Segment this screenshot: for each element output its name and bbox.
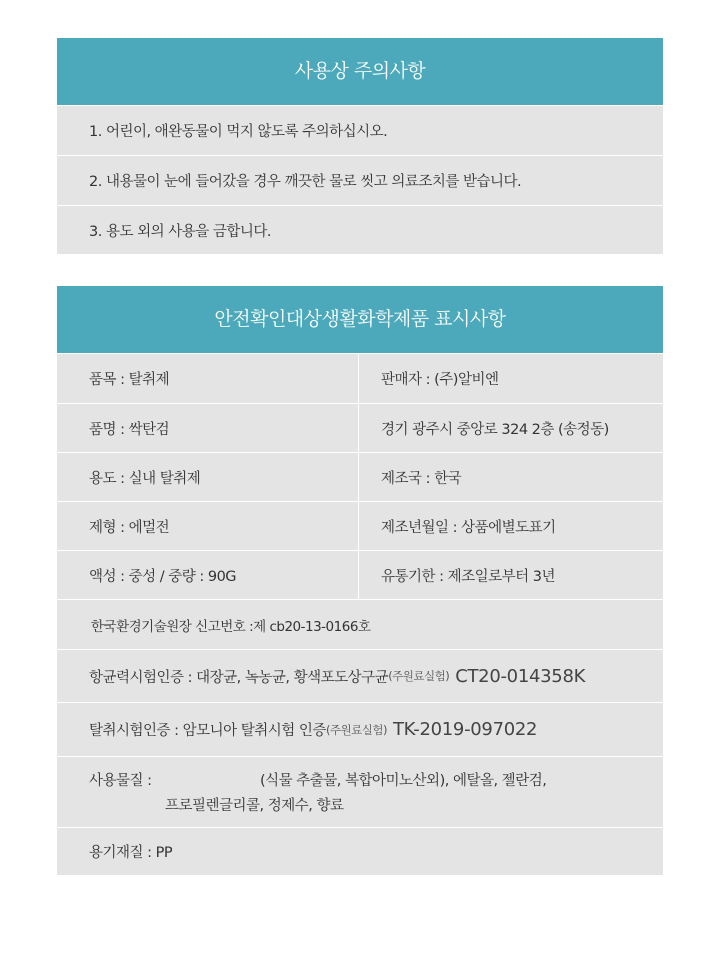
label-row — [57, 403, 663, 452]
materials-row — [57, 756, 663, 827]
antibacterial-row — [57, 649, 663, 702]
caution-item — [57, 105, 663, 155]
label-section — [57, 286, 663, 875]
deodorizing-code: TK-2019-097022 — [392, 719, 538, 740]
antibacterial-note: (주원료실험) — [388, 669, 450, 683]
deodorizing-row — [57, 702, 663, 756]
label-row — [57, 452, 663, 501]
label-cell-right: 유통기한 : 제조일로부터 3년 — [381, 568, 556, 585]
label-cell-left: 액성 : 중성 / 중량 : 90G — [57, 551, 359, 599]
materials-line-1: (식물 추출물, 복합아미노산외), 에탈올, 젤란검, — [260, 773, 547, 789]
deodorizing-label: 탈취시험인증 : 암모니아 탈취시험 인증 — [89, 723, 326, 739]
caution-item — [57, 155, 663, 205]
label-row — [57, 550, 663, 599]
caution-title: 사용상 주의사항 — [57, 38, 663, 105]
label-cell-right: 경기 광주시 중앙로 324 2층 (송정동) — [381, 421, 609, 438]
caution-section — [57, 38, 663, 254]
label-cell-right: 판매자 : (주)알비엔 — [381, 372, 499, 388]
label-cell-right: 제조국 : 한국 — [381, 470, 462, 487]
deodorizing-note: (주원료실험) — [325, 722, 387, 737]
label-cell-left: 용도 : 실내 탈취제 — [57, 453, 359, 501]
materials-label: 사용물질 : — [89, 773, 152, 789]
caution-item-text: 3. 용도 외의 사용을 금합니다. — [89, 223, 271, 240]
caution-item — [57, 205, 663, 254]
label-cell-right: 제조년월일 : 상품에별도표기 — [381, 519, 556, 536]
caution-item-text: 2. 내용물이 눈에 들어갔을 경우 깨끗한 물로 씻고 의료조치를 받습니다. — [89, 174, 522, 190]
container-material: 용기재질 : PP — [89, 845, 173, 861]
antibacterial-label: 항균력시험인증 : 대장균, 녹농균, 황색포도상구균 — [89, 669, 389, 686]
label-cell-left: 품명 : 싹탄검 — [57, 404, 359, 452]
report-number: 한국환경기술원장 신고번호 :제 cb20-13-0166호 — [91, 618, 371, 635]
label-cell-left: 품목 : 탈취제 — [57, 354, 359, 403]
label-title: 안전확인대상생활화학제품 표시사항 — [57, 286, 663, 353]
antibacterial-code: CT20-014358K — [455, 665, 586, 687]
materials-line-2: 프로필렌글리콜, 정제수, 향료 — [165, 798, 344, 814]
report-number-row — [57, 599, 663, 649]
caution-item-text: 1. 어린이, 애완동물이 먹지 않도록 주의하십시오. — [89, 124, 388, 140]
label-cell-left: 제형 : 에멀전 — [57, 502, 359, 550]
container-row — [57, 827, 663, 875]
label-row — [57, 501, 663, 550]
label-row — [57, 353, 663, 403]
